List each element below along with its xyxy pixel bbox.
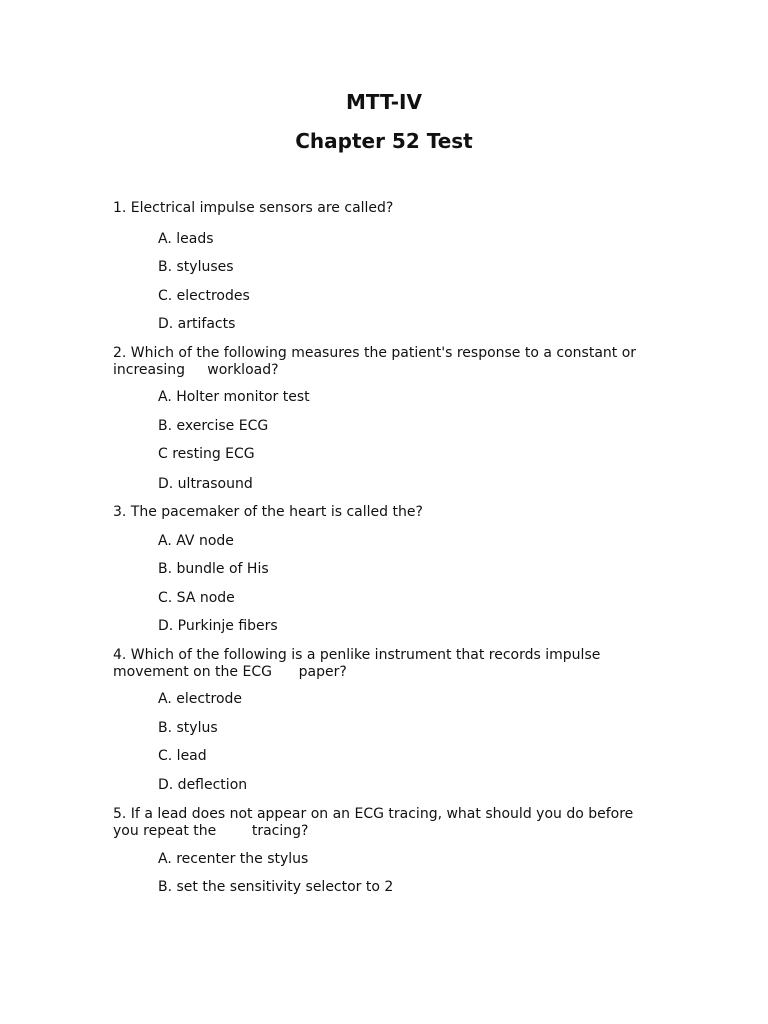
question-1-option-b: B. styluses	[158, 259, 234, 275]
question-3-option-b: B. bundle of His	[158, 561, 269, 577]
question-5-option-a: A. recenter the stylus	[158, 851, 309, 867]
question-3-option-c: C. SA node	[158, 590, 235, 606]
question-3-option-a: A. AV node	[158, 533, 234, 549]
question-4-option-d: D. deflection	[158, 777, 248, 793]
question-1: 1. Electrical impulse sensors are called?	[113, 200, 394, 216]
question-2-option-d: D. ultrasound	[158, 476, 253, 492]
question-2-option-b: B. exercise ECG	[158, 418, 269, 434]
question-1-option-a: A. leads	[158, 231, 214, 247]
question-1-option-d: D. artifacts	[158, 316, 236, 332]
question-5-option-b: B. set the sensitivity selector to 2	[158, 879, 394, 895]
document-title: MTT-IV	[346, 90, 422, 114]
question-1-option-c: C. electrodes	[158, 288, 250, 304]
question-4-option-c: C. lead	[158, 748, 207, 764]
question-4: 4. Which of the following is a penlike instrument that records impulse movement on the ECG paper?	[113, 647, 605, 680]
document-subtitle: Chapter 52 Test	[295, 129, 473, 153]
question-3: 3. The pacemaker of the heart is called the?	[113, 504, 423, 520]
question-4-option-b: B. stylus	[158, 720, 218, 736]
question-3-option-d: D. Purkinje fibers	[158, 618, 278, 634]
question-2-option-c: C resting ECG	[158, 446, 255, 462]
question-4-option-a: A. electrode	[158, 691, 243, 707]
question-5: 5. If a lead does not appear on an ECG tracing, what should you do before you repeat the tracing?	[113, 806, 638, 839]
question-2: 2. Which of the following measures the patient's response to a constant or increasing workload?	[113, 345, 641, 378]
question-2-option-a: A. Holter monitor test	[158, 389, 310, 405]
